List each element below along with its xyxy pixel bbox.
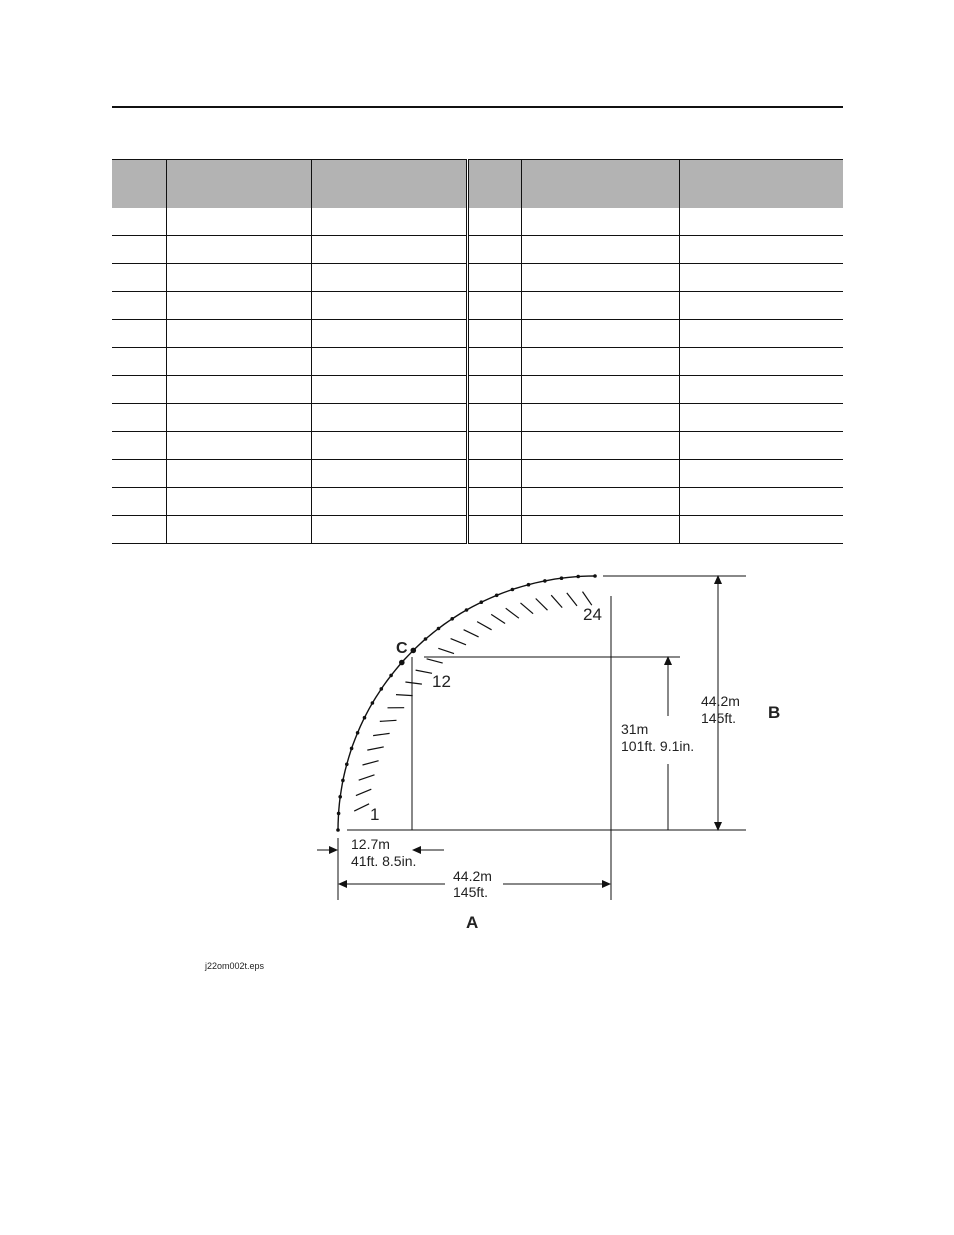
hatch-tick bbox=[521, 603, 534, 614]
marker-label-start: 1 bbox=[370, 805, 380, 824]
position-dot bbox=[380, 687, 384, 691]
position-dot bbox=[337, 812, 341, 816]
position-dot bbox=[527, 583, 531, 587]
position-dot bbox=[437, 627, 441, 631]
position-dot bbox=[336, 828, 340, 832]
hatch-tick bbox=[380, 720, 397, 721]
hatch-tick bbox=[567, 593, 577, 606]
position-dot bbox=[389, 674, 393, 678]
position-dot bbox=[480, 600, 484, 604]
position-dot bbox=[560, 576, 564, 580]
position-dot bbox=[341, 779, 345, 783]
b-total-metric: 44.2m bbox=[701, 693, 740, 709]
b-middle-metric: 31m bbox=[621, 721, 649, 737]
position-dot bbox=[511, 588, 515, 592]
position-dot bbox=[450, 617, 454, 621]
position-dot bbox=[363, 716, 367, 720]
position-dot bbox=[356, 731, 360, 735]
hatch-tick bbox=[491, 614, 505, 623]
a-offset-imperial: 41ft. 8.5in. bbox=[351, 853, 417, 869]
hatch-tick bbox=[477, 622, 492, 630]
hatch-tick bbox=[464, 630, 479, 637]
position-dot bbox=[350, 747, 354, 751]
marker-label-end: 24 bbox=[583, 605, 602, 624]
position-dot bbox=[371, 701, 375, 705]
arrowhead bbox=[329, 846, 338, 854]
hatch-tick bbox=[427, 659, 443, 663]
hatch-tick bbox=[396, 695, 413, 696]
hatch-tick bbox=[359, 775, 375, 780]
position-dot bbox=[543, 579, 547, 583]
hatch-tick bbox=[363, 761, 379, 765]
hatch-tick bbox=[373, 733, 390, 735]
hatch-tick bbox=[451, 639, 466, 645]
b-total-imperial: 145ft. bbox=[701, 710, 737, 726]
hatch-tick bbox=[367, 747, 383, 750]
position-dot bbox=[465, 608, 469, 612]
hatch-tick bbox=[416, 670, 432, 673]
axis-letter-b: B bbox=[768, 703, 781, 722]
position-dot bbox=[424, 637, 428, 641]
axis-letter-a: A bbox=[466, 913, 479, 932]
position-dot bbox=[411, 648, 417, 654]
position-dot bbox=[576, 575, 580, 579]
arc-curve bbox=[338, 576, 595, 830]
a-offset-metric: 12.7m bbox=[351, 836, 390, 852]
position-dot bbox=[593, 574, 597, 578]
hatch-tick bbox=[506, 608, 519, 618]
hatch-tick bbox=[354, 804, 369, 811]
hatch-tick bbox=[583, 592, 592, 606]
hatch-tick bbox=[536, 599, 548, 611]
arrowhead bbox=[602, 880, 611, 888]
a-total-metric: 44.2m bbox=[453, 868, 492, 884]
position-dot bbox=[399, 660, 405, 666]
a-total-imperial: 145ft. bbox=[453, 884, 489, 900]
b-middle-imperial: 101ft. 9.1in. bbox=[621, 738, 695, 754]
hatch-tick bbox=[551, 595, 562, 607]
hatch-tick bbox=[438, 648, 454, 653]
position-dot bbox=[495, 594, 499, 598]
arrowhead bbox=[338, 880, 347, 888]
position-dot bbox=[338, 795, 342, 799]
position-dot bbox=[345, 763, 349, 767]
envelope-arc bbox=[336, 574, 597, 832]
figure-filename: j22om002t.eps bbox=[205, 961, 265, 971]
hatch-tick bbox=[405, 682, 422, 684]
point-c-label: C bbox=[396, 640, 408, 657]
hatch-tick bbox=[356, 789, 371, 795]
marker-label-middle: 12 bbox=[432, 672, 451, 691]
